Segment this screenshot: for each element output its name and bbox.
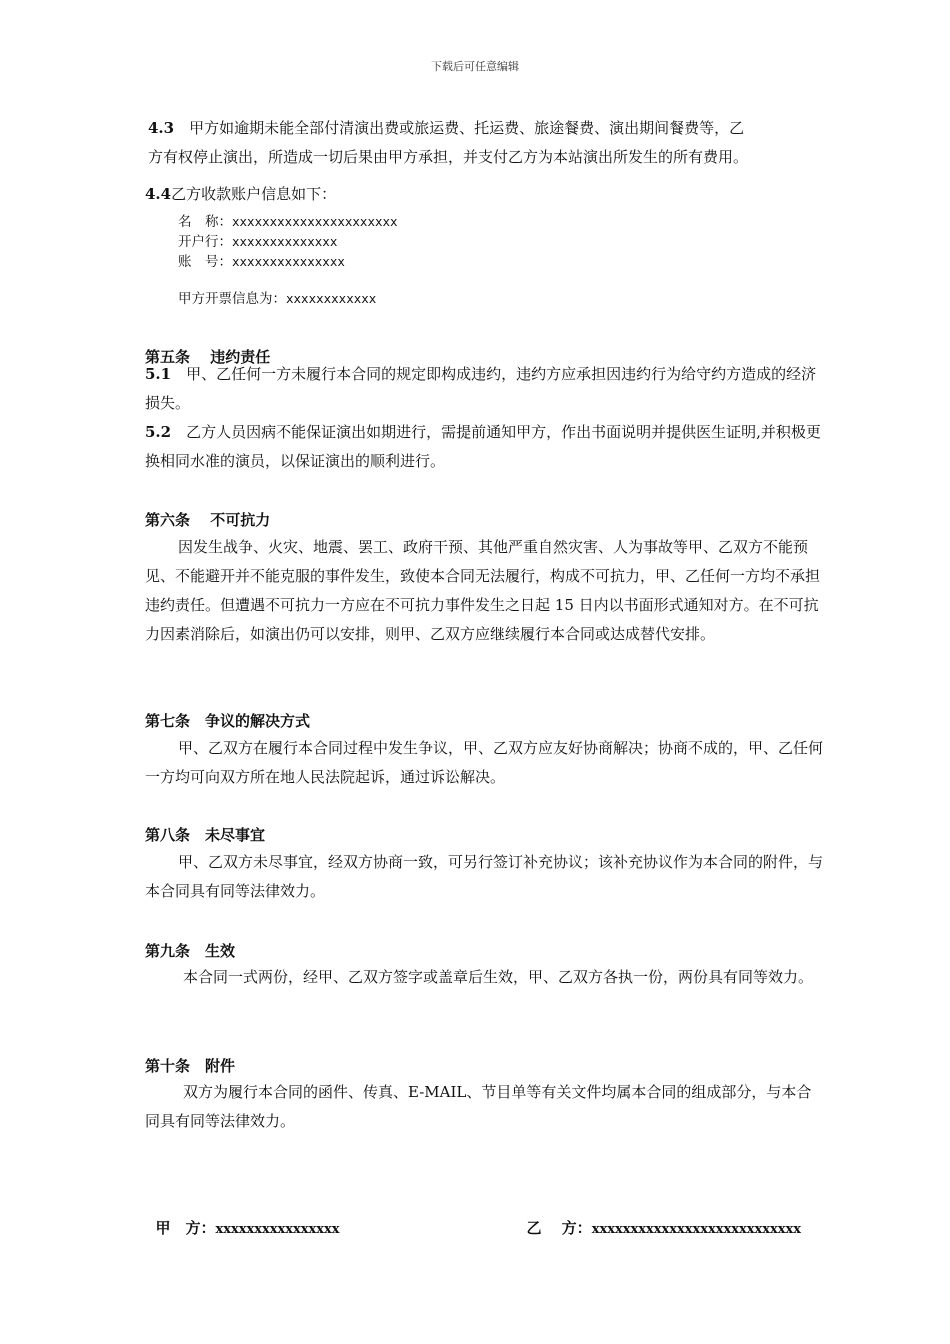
header-note: 下载后可任意编辑 [431, 60, 519, 73]
article-8-heading: 第八条 未尽事宜 [145, 826, 266, 844]
article-7-body: 甲、乙双方在履行本合同过程中发生争议，甲、乙双方应友好协商解决；协商不成的，甲、乙任何一方均可向双方所在地人民法院起诉，通过诉讼解决。 [145, 739, 824, 786]
party-b-value: xxxxxxxxxxxxxxxxxxxxxxxxxxx [591, 1222, 801, 1237]
clause-text: 甲方如逾期未能全部付清演出费或旅运费、托运费、旅途餐费、演出期间餐费等，乙 [189, 119, 745, 137]
article-9-heading: 第九条 生效 [145, 942, 236, 960]
account-bank-label: 开户行： [178, 234, 232, 250]
article-9-body: 本合同一式两份，经甲、乙双方签字或盖章后生效，甲、乙双方各执一份，两份具有同等效力。 [183, 968, 814, 986]
clause-number: 5.2 [145, 423, 172, 441]
clause-text: 甲、乙任何一方未履行本合同的规定即构成违约，违约方应承担因违约行为给守约方造成的经济损失。 [145, 365, 817, 412]
clause-number: 4.4 [145, 185, 172, 203]
account-number-value: xxxxxxxxxxxxxxx [232, 254, 345, 269]
clause-5-1 [145, 360, 825, 418]
account-name-row [178, 212, 398, 232]
article-6-heading: 第六条 不可抗力 [145, 511, 271, 529]
account-bank-value: xxxxxxxxxxxxxx [232, 234, 338, 249]
party-a-signature [145, 1199, 339, 1238]
article-8-body: 甲、乙双方未尽事宜，经双方协商一致，可另行签订补充协议；该补充协议作为本合同的附件，与本合同具有同等法律效力。 [145, 853, 824, 900]
article-10-heading: 第十条 附件 [145, 1057, 236, 1075]
account-name-value: xxxxxxxxxxxxxxxxxxxxxx [232, 214, 398, 229]
party-a-value: xxxxxxxxxxxxxxxx [215, 1222, 340, 1237]
account-name-label: 名 称： [178, 214, 232, 230]
clause-4-3 [148, 114, 828, 172]
party-b-signature [516, 1199, 801, 1238]
account-number-row [178, 252, 398, 272]
clause-4-3-line2: 方有权停止演出，所造成一切后果由甲方承担，并支付乙方为本站演出所发生的所有费用。 [148, 148, 749, 166]
party-b-label: 乙 方： [526, 1219, 592, 1237]
clause-number: 4.3 [148, 119, 175, 137]
clause-text: 乙方人员因病不能保证演出如期进行，需提前通知甲方，作出书面说明并提供医生证明,并积极更换相同水准的演员，以保证演出的顺利进行。 [145, 423, 821, 470]
clause-4-3-line1 [148, 114, 828, 143]
clause-number: 5.1 [145, 365, 172, 383]
account-number-label: 账 号： [178, 254, 232, 270]
article-5-heading: 第五条 违约责任 [145, 348, 271, 366]
account-bank-row [178, 232, 398, 252]
clause-4-4-title [145, 180, 825, 209]
clause-title: 乙方收款账户信息如下： [171, 185, 337, 203]
invoice-info [178, 289, 376, 309]
party-a-label: 甲 方： [155, 1219, 216, 1237]
article-10-body: 双方为履行本合同的函件、传真、E-MAIL、节目单等有关文件均属本合同的组成部分，与本合同具有同等法律效力。 [145, 1083, 812, 1130]
article-5-body [145, 360, 825, 476]
account-info [178, 212, 398, 272]
clause-5-2 [145, 418, 825, 476]
article-7-heading: 第七条 争议的解决方式 [145, 712, 311, 730]
article-6-body: 因发生战争、火灾、地震、罢工、政府干预、其他严重自然灾害、人为事故等甲、乙双方不能预见、不能避开并不能克服的事件发生，致使本合同无法履行，构成不可抗力，甲、乙任何一方均不承担违约责任。但遭遇不可抗力一方应在不可抗力事件发生之日起 15 日内以书面形式通知对方。在不可抗力因素消除后，如演出仍可以安排，则甲、乙双方应继续履行本合同或达成替代安排。 [145, 538, 821, 643]
invoice-label: 甲方开票信息为： [178, 291, 286, 307]
invoice-value: xxxxxxxxxxxx [286, 291, 377, 306]
